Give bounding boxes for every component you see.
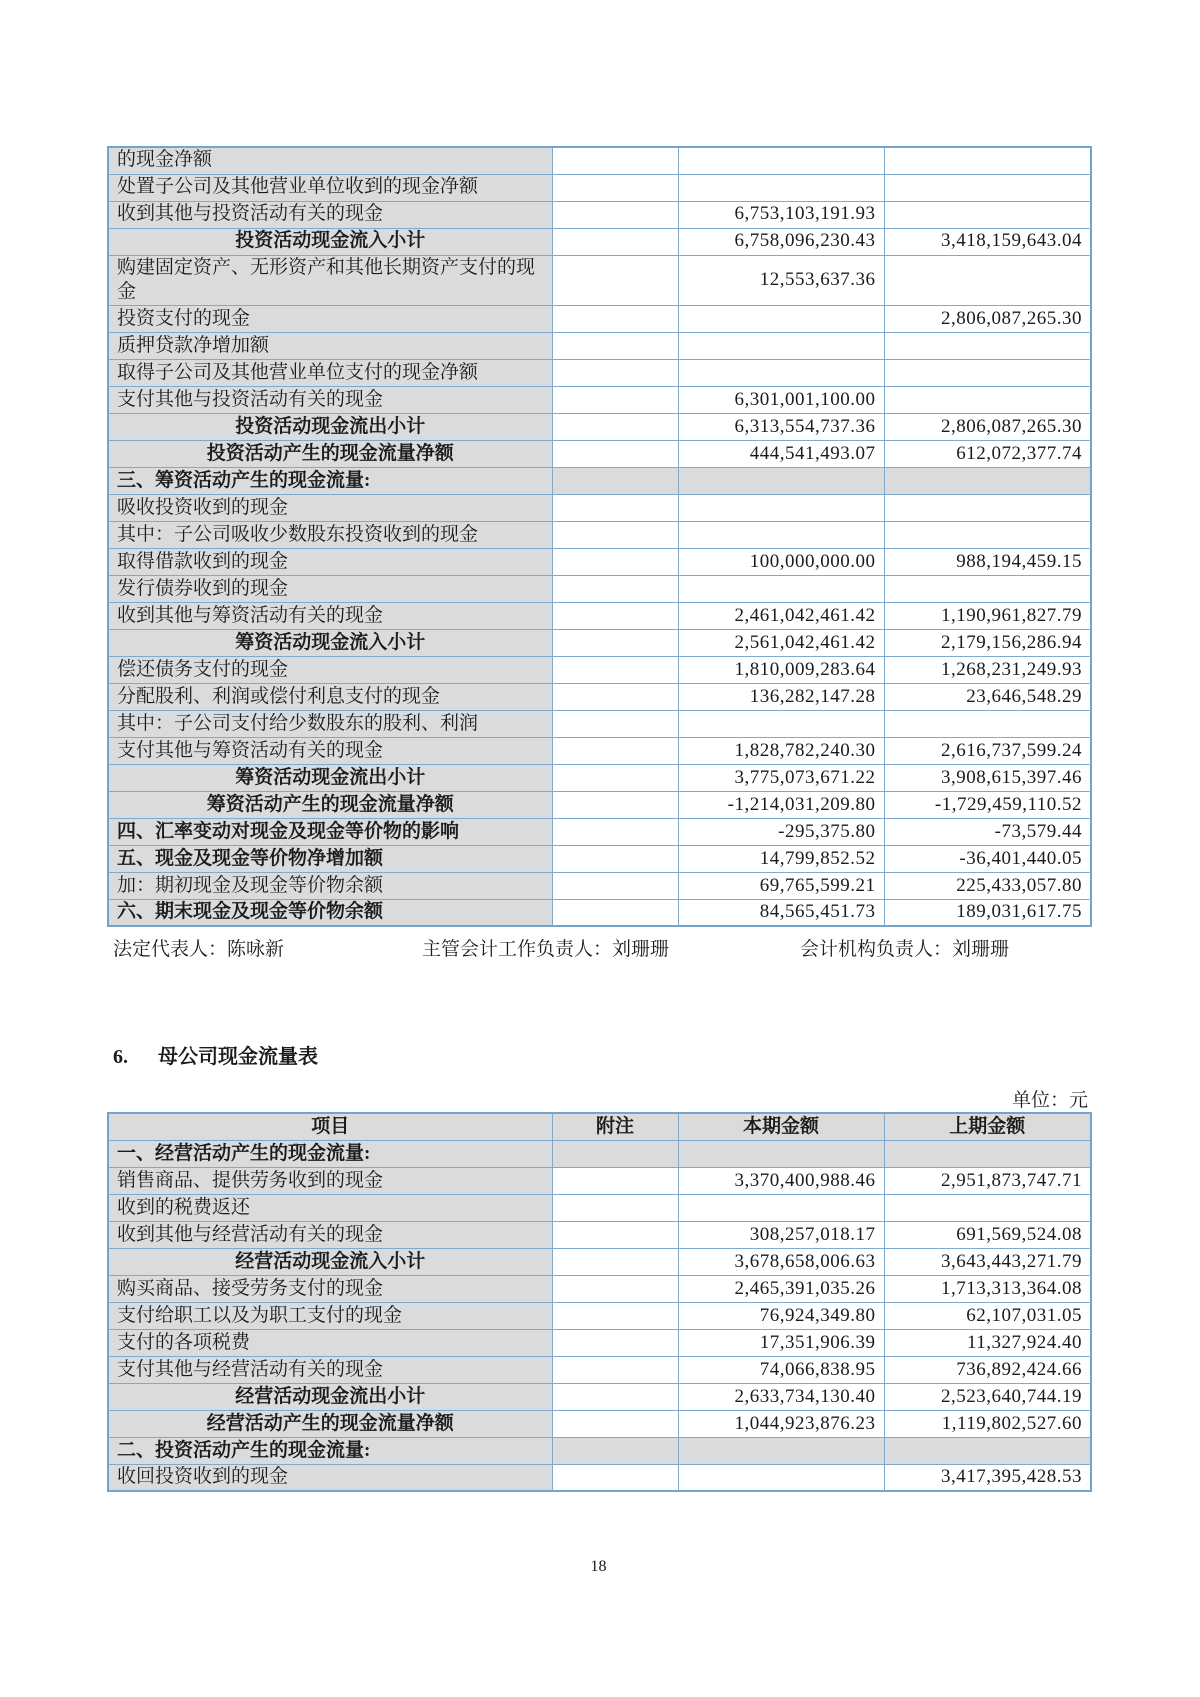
chief-accounting-officer-label: 主管会计工作负责人：刘珊珊 — [422, 939, 670, 961]
consolidated-cash-flow-table-continued — [107, 146, 1092, 927]
row-label-cell: 购买商品、接受劳务支付的现金 — [108, 1275, 552, 1302]
table-row — [108, 656, 1091, 683]
row-label-cell: 支付其他与经营活动有关的现金 — [108, 1356, 552, 1383]
table-row — [108, 413, 1091, 440]
table-row — [108, 440, 1091, 467]
table-row — [108, 1248, 1091, 1275]
note-cell — [552, 1194, 678, 1221]
note-cell — [552, 1275, 678, 1302]
prior-amount-cell — [884, 201, 1091, 228]
table-row — [108, 147, 1091, 174]
current-amount-cell: 3,678,658,006.63 — [678, 1248, 884, 1275]
note-cell — [552, 845, 678, 872]
current-amount-cell: 6,758,096,230.43 — [678, 228, 884, 255]
prior-amount-cell — [884, 1437, 1091, 1464]
prior-amount-cell — [884, 710, 1091, 737]
prior-amount-cell: -1,729,459,110.52 — [884, 791, 1091, 818]
row-label-cell: 筹资活动现金流出小计 — [108, 764, 552, 791]
row-label-cell: 三、筹资活动产生的现金流量: — [108, 467, 552, 494]
prior-amount-cell — [884, 255, 1091, 305]
row-label-cell: 分配股利、利润或偿付利息支付的现金 — [108, 683, 552, 710]
current-amount-cell: 100,000,000.00 — [678, 548, 884, 575]
table-row — [108, 467, 1091, 494]
row-label-cell: 投资活动现金流入小计 — [108, 228, 552, 255]
current-amount-cell: 136,282,147.28 — [678, 683, 884, 710]
prior-amount-cell — [884, 359, 1091, 386]
prior-amount-cell: 691,569,524.08 — [884, 1221, 1091, 1248]
current-amount-cell: 6,313,554,737.36 — [678, 413, 884, 440]
table-header-row — [108, 1113, 1091, 1140]
page-number: 18 — [590, 1558, 607, 1576]
row-label-cell: 一、经营活动产生的现金流量: — [108, 1140, 552, 1167]
note-cell — [552, 494, 678, 521]
row-label-cell: 支付给职工以及为职工支付的现金 — [108, 1302, 552, 1329]
table-row — [108, 1437, 1091, 1464]
note-cell — [552, 1221, 678, 1248]
accounting-department-head-label: 会计机构负责人：刘珊珊 — [800, 939, 1010, 961]
row-label-cell: 收到其他与投资活动有关的现金 — [108, 201, 552, 228]
signature-line — [107, 932, 1090, 962]
row-label-cell: 吸收投资收到的现金 — [108, 494, 552, 521]
table-row — [108, 494, 1091, 521]
prior-amount-cell: 3,418,159,643.04 — [884, 228, 1091, 255]
row-label-cell: 发行债券收到的现金 — [108, 575, 552, 602]
row-label-cell: 收到的税费返还 — [108, 1194, 552, 1221]
current-amount-cell: 3,775,073,671.22 — [678, 764, 884, 791]
table-row — [108, 629, 1091, 656]
current-amount-cell: -295,375.80 — [678, 818, 884, 845]
row-label-cell: 其中：子公司吸收少数股东投资收到的现金 — [108, 521, 552, 548]
row-label-cell: 六、期末现金及现金等价物余额 — [108, 899, 552, 926]
note-cell — [552, 818, 678, 845]
row-label-cell: 的现金净额 — [108, 147, 552, 174]
prior-amount-cell — [884, 332, 1091, 359]
row-label-cell: 其中：子公司支付给少数股东的股利、利润 — [108, 710, 552, 737]
table-row — [108, 1329, 1091, 1356]
row-label-cell: 收到其他与经营活动有关的现金 — [108, 1221, 552, 1248]
prior-amount-cell: 1,268,231,249.93 — [884, 656, 1091, 683]
current-amount-cell: 14,799,852.52 — [678, 845, 884, 872]
current-amount-cell — [678, 494, 884, 521]
note-cell — [552, 1410, 678, 1437]
note-cell — [552, 174, 678, 201]
note-cell — [552, 629, 678, 656]
note-cell — [552, 467, 678, 494]
note-cell — [552, 359, 678, 386]
current-amount-cell — [678, 174, 884, 201]
current-amount-cell — [678, 521, 884, 548]
row-label-cell: 经营活动现金流出小计 — [108, 1383, 552, 1410]
unit-label: 单位：元 — [1011, 1090, 1088, 1112]
prior-amount-cell: -36,401,440.05 — [884, 845, 1091, 872]
current-amount-cell: 17,351,906.39 — [678, 1329, 884, 1356]
table-row — [108, 683, 1091, 710]
current-amount-cell: 1,828,782,240.30 — [678, 737, 884, 764]
row-label-cell: 收回投资收到的现金 — [108, 1464, 552, 1491]
note-cell — [552, 332, 678, 359]
current-amount-cell — [678, 1140, 884, 1167]
table-row — [108, 1275, 1091, 1302]
note-cell — [552, 548, 678, 575]
table-row — [108, 521, 1091, 548]
note-cell — [552, 764, 678, 791]
table-row — [108, 737, 1091, 764]
row-label-cell: 收到其他与筹资活动有关的现金 — [108, 602, 552, 629]
current-amount-cell: -1,214,031,209.80 — [678, 791, 884, 818]
row-label-cell: 投资支付的现金 — [108, 305, 552, 332]
table-row — [108, 602, 1091, 629]
table-row — [108, 1464, 1091, 1491]
prior-amount-cell: 2,179,156,286.94 — [884, 629, 1091, 656]
prior-amount-cell: 189,031,617.75 — [884, 899, 1091, 926]
prior-amount-cell: 3,643,443,271.79 — [884, 1248, 1091, 1275]
note-cell — [552, 201, 678, 228]
row-label-cell: 四、汇率变动对现金及现金等价物的影响 — [108, 818, 552, 845]
prior-amount-cell: 62,107,031.05 — [884, 1302, 1091, 1329]
note-cell — [552, 1302, 678, 1329]
note-cell — [552, 737, 678, 764]
table-row — [108, 386, 1091, 413]
row-label-cell: 经营活动现金流入小计 — [108, 1248, 552, 1275]
table-row — [108, 710, 1091, 737]
note-cell — [552, 1167, 678, 1194]
row-label-cell: 加：期初现金及现金等价物余额 — [108, 872, 552, 899]
current-amount-cell: 444,541,493.07 — [678, 440, 884, 467]
current-amount-cell: 2,461,042,461.42 — [678, 602, 884, 629]
prior-amount-cell — [884, 575, 1091, 602]
legal-representative-label: 法定代表人：陈咏新 — [113, 939, 285, 961]
note-cell — [552, 899, 678, 926]
note-column-header: 附注 — [552, 1113, 678, 1140]
current-amount-cell: 3,370,400,988.46 — [678, 1167, 884, 1194]
prior-amount-cell: -73,579.44 — [884, 818, 1091, 845]
prior-amount-cell: 11,327,924.40 — [884, 1329, 1091, 1356]
row-label-cell: 支付其他与筹资活动有关的现金 — [108, 737, 552, 764]
row-label-cell: 投资活动产生的现金流量净额 — [108, 440, 552, 467]
note-cell — [552, 575, 678, 602]
table-row — [108, 359, 1091, 386]
section-heading — [107, 1040, 1090, 1069]
table-row — [108, 1167, 1091, 1194]
current-amount-cell: 74,066,838.95 — [678, 1356, 884, 1383]
note-cell — [552, 305, 678, 332]
current-amount-cell — [678, 147, 884, 174]
note-cell — [552, 521, 678, 548]
row-label-cell: 投资活动现金流出小计 — [108, 413, 552, 440]
prior-amount-cell — [884, 467, 1091, 494]
table-row — [108, 548, 1091, 575]
note-cell — [552, 413, 678, 440]
note-cell — [552, 1140, 678, 1167]
current-amount-cell — [678, 1194, 884, 1221]
current-amount-cell: 2,561,042,461.42 — [678, 629, 884, 656]
table-row — [108, 305, 1091, 332]
current-amount-cell — [678, 305, 884, 332]
note-cell — [552, 1329, 678, 1356]
table-row — [108, 228, 1091, 255]
note-cell — [552, 1248, 678, 1275]
table-row — [108, 174, 1091, 201]
section-number: 6. — [113, 1046, 128, 1069]
note-cell — [552, 791, 678, 818]
row-label-cell: 二、投资活动产生的现金流量: — [108, 1437, 552, 1464]
row-label-cell: 经营活动产生的现金流量净额 — [108, 1410, 552, 1437]
note-cell — [552, 1464, 678, 1491]
note-cell — [552, 1437, 678, 1464]
current-amount-cell — [678, 710, 884, 737]
prior-amount-cell: 1,190,961,827.79 — [884, 602, 1091, 629]
table-row — [108, 255, 1091, 305]
note-cell — [552, 710, 678, 737]
row-label-cell: 支付的各项税费 — [108, 1329, 552, 1356]
row-label-cell: 销售商品、提供劳务收到的现金 — [108, 1167, 552, 1194]
current-period-column-header: 本期金额 — [678, 1113, 884, 1140]
note-cell — [552, 683, 678, 710]
current-amount-cell — [678, 575, 884, 602]
prior-amount-cell: 225,433,057.80 — [884, 872, 1091, 899]
current-amount-cell: 69,765,599.21 — [678, 872, 884, 899]
row-label-cell: 质押贷款净增加额 — [108, 332, 552, 359]
current-amount-cell: 308,257,018.17 — [678, 1221, 884, 1248]
row-label-cell: 处置子公司及其他营业单位收到的现金净额 — [108, 174, 552, 201]
note-cell — [552, 872, 678, 899]
table-row — [108, 1194, 1091, 1221]
prior-amount-cell: 23,646,548.29 — [884, 683, 1091, 710]
table-row — [108, 1113, 1091, 1140]
current-amount-cell: 12,553,637.36 — [678, 255, 884, 305]
note-cell — [552, 440, 678, 467]
table-body — [108, 147, 1091, 926]
prior-amount-cell: 2,806,087,265.30 — [884, 413, 1091, 440]
note-cell — [552, 602, 678, 629]
table-row — [108, 872, 1091, 899]
current-amount-cell: 76,924,349.80 — [678, 1302, 884, 1329]
row-label-cell: 支付其他与投资活动有关的现金 — [108, 386, 552, 413]
row-label-cell: 取得借款收到的现金 — [108, 548, 552, 575]
prior-amount-cell — [884, 1140, 1091, 1167]
row-label-cell: 取得子公司及其他营业单位支付的现金净额 — [108, 359, 552, 386]
prior-amount-cell: 2,523,640,744.19 — [884, 1383, 1091, 1410]
table-row — [108, 818, 1091, 845]
prior-amount-cell — [884, 494, 1091, 521]
prior-period-column-header: 上期金额 — [884, 1113, 1091, 1140]
row-label-cell: 购建固定资产、无形资产和其他长期资产支付的现金 — [108, 255, 552, 305]
prior-amount-cell: 988,194,459.15 — [884, 548, 1091, 575]
table-row — [108, 1356, 1091, 1383]
prior-amount-cell — [884, 521, 1091, 548]
note-cell — [552, 228, 678, 255]
current-amount-cell — [678, 359, 884, 386]
parent-company-cash-flow-table — [107, 1112, 1092, 1492]
current-amount-cell — [678, 1464, 884, 1491]
table-row — [108, 764, 1091, 791]
prior-amount-cell: 2,951,873,747.71 — [884, 1167, 1091, 1194]
prior-amount-cell — [884, 386, 1091, 413]
prior-amount-cell — [884, 174, 1091, 201]
prior-amount-cell: 1,713,313,364.08 — [884, 1275, 1091, 1302]
prior-amount-cell: 3,908,615,397.46 — [884, 764, 1091, 791]
table-row — [108, 1410, 1091, 1437]
prior-amount-cell: 3,417,395,428.53 — [884, 1464, 1091, 1491]
note-cell — [552, 1383, 678, 1410]
table-body — [108, 1140, 1091, 1491]
prior-amount-cell: 2,616,737,599.24 — [884, 737, 1091, 764]
prior-amount-cell: 2,806,087,265.30 — [884, 305, 1091, 332]
row-label-cell: 五、现金及现金等价物净增加额 — [108, 845, 552, 872]
table-row — [108, 575, 1091, 602]
current-amount-cell: 84,565,451.73 — [678, 899, 884, 926]
row-label-cell: 筹资活动产生的现金流量净额 — [108, 791, 552, 818]
row-label-cell: 筹资活动现金流入小计 — [108, 629, 552, 656]
table-row — [108, 1221, 1091, 1248]
table-row — [108, 332, 1091, 359]
prior-amount-cell — [884, 147, 1091, 174]
note-cell — [552, 386, 678, 413]
table-row — [108, 791, 1091, 818]
prior-amount-cell — [884, 1194, 1091, 1221]
current-amount-cell — [678, 467, 884, 494]
section-title: 母公司现金流量表 — [158, 1046, 318, 1069]
note-cell — [552, 1356, 678, 1383]
prior-amount-cell: 1,119,802,527.60 — [884, 1410, 1091, 1437]
prior-amount-cell: 736,892,424.66 — [884, 1356, 1091, 1383]
item-column-header: 项目 — [108, 1113, 552, 1140]
table-row — [108, 1383, 1091, 1410]
note-cell — [552, 656, 678, 683]
current-amount-cell — [678, 1437, 884, 1464]
row-label-cell: 偿还债务支付的现金 — [108, 656, 552, 683]
current-amount-cell: 6,753,103,191.93 — [678, 201, 884, 228]
table-row — [108, 1140, 1091, 1167]
current-amount-cell: 2,633,734,130.40 — [678, 1383, 884, 1410]
table-row — [108, 845, 1091, 872]
current-amount-cell: 2,465,391,035.26 — [678, 1275, 884, 1302]
current-amount-cell: 6,301,001,100.00 — [678, 386, 884, 413]
page-content — [107, 146, 1090, 1576]
table-row — [108, 1302, 1091, 1329]
prior-amount-cell: 612,072,377.74 — [884, 440, 1091, 467]
current-amount-cell: 1,810,009,283.64 — [678, 656, 884, 683]
table-row — [108, 201, 1091, 228]
current-amount-cell — [678, 332, 884, 359]
current-amount-cell: 1,044,923,876.23 — [678, 1410, 884, 1437]
table-row — [108, 899, 1091, 926]
note-cell — [552, 147, 678, 174]
note-cell — [552, 255, 678, 305]
